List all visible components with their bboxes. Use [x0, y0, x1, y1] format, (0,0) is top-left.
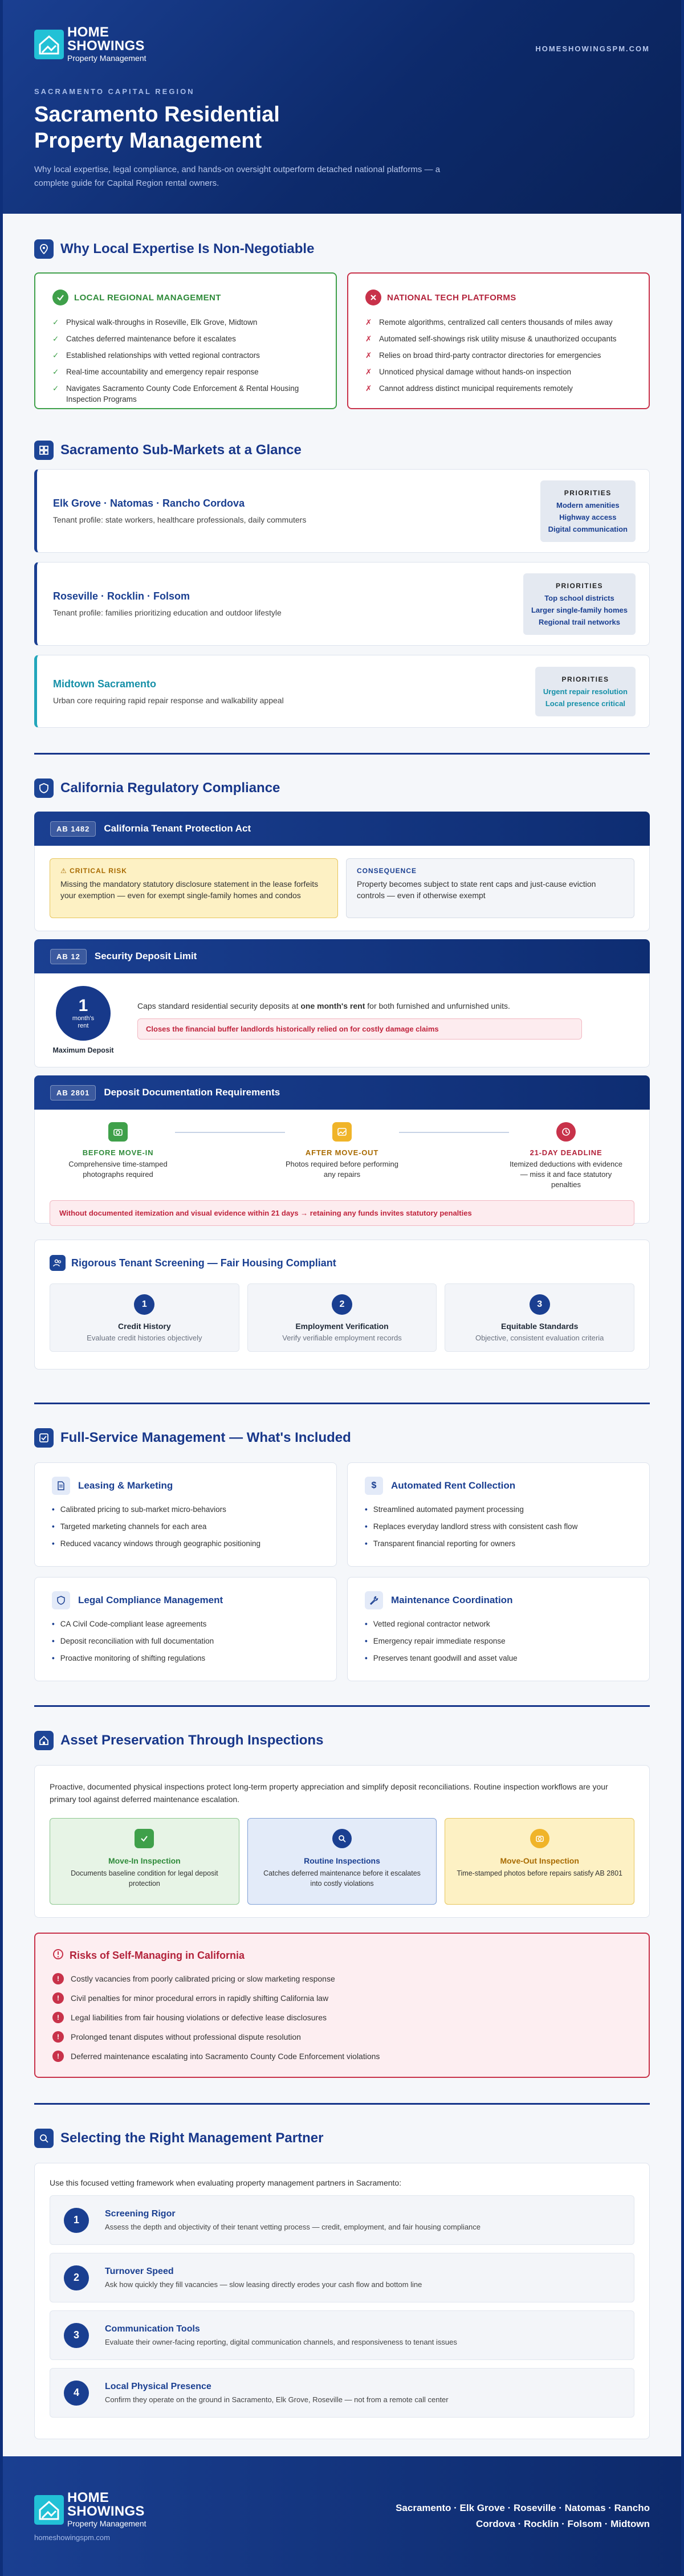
inspections-intro: Proactive, documented physical inspections protect long-term property appreciation and simplify deposit reconciliations. Routine inspection workflows are your primary tool against deferred maintenance escalation.	[50, 1782, 608, 1804]
x-circle-icon	[365, 290, 381, 305]
service-card: $ Automated Rent Collection • Streamlined automated payment processing • Replaces everyday landlord stress with consistent cash flow • Transparent financial reporting for owners	[347, 1462, 650, 1567]
list-item: • Transparent financial reporting for owners	[365, 1539, 516, 1548]
partner-intro: Use this focused vetting framework when evaluating property management partners in Sacramento:	[50, 2178, 402, 2187]
hero-subtitle: Why local expertise, legal compliance, and hands-on oversight outperform detached national platforms — a complete guide for Capital Region rental owners.	[34, 165, 441, 188]
priorities-box: PRIORITIES Urgent repair resolution Local presence critical	[535, 667, 636, 716]
alert-circle-icon	[52, 1949, 64, 1963]
timeline-connector	[399, 1132, 509, 1133]
list-item: ✗ Relies on broad third-party contractor directories for emergencies	[365, 351, 601, 360]
house-logo-icon	[34, 30, 64, 59]
sub-market-profile: Urban core requiring rapid repair response and walkability appeal	[53, 695, 284, 705]
criterion-row: 2 Turnover Speed Ask how quickly they fill vacancies — slow leasing directly erodes your cash flow and bottom line	[50, 2253, 634, 2302]
wrench-icon	[365, 1591, 383, 1609]
service-card: Maintenance Coordination • Vetted regional contractor network • Emergency repair immediate response • Preserves tenant goodwill and asset value	[347, 1577, 650, 1681]
exclamation-icon: !	[52, 2031, 64, 2043]
exclamation-icon: !	[52, 2012, 64, 2023]
footer	[3, 2456, 681, 2576]
list-item: ✓ Physical walk-throughs in Roseville, Elk Grove, Midtown	[52, 318, 258, 327]
timeline-step: BEFORE MOVE-IN Comprehensive time-stamped photographs required	[61, 1122, 175, 1180]
header-url-link[interactable]: HOMESHOWINGSPM.COM	[535, 44, 650, 53]
sub-market-card	[34, 562, 650, 646]
sub-market-name: Elk Grove · Natomas · Rancho Cordova	[53, 498, 245, 509]
law-card-ab2801	[34, 1075, 650, 1224]
risk-item: ! Costly vacancies from poorly calibrated pricing or slow marketing response	[52, 1973, 632, 1984]
consequence-box: CONSEQUENCE Property becomes subject to state rent caps and just-cause eviction controls — even if otherwise exempt	[346, 858, 634, 918]
deposit-limit-circle: 1 month's rent	[56, 986, 111, 1041]
x-icon: ✗	[365, 368, 372, 376]
screening-criterion: 1 Credit History Evaluate credit histories objectively	[50, 1283, 239, 1352]
section-local-expertise	[34, 214, 650, 409]
location-pin-icon	[34, 239, 54, 259]
camera-icon	[530, 1829, 549, 1848]
brand-tagline: Property Management	[67, 54, 146, 63]
house-logo-icon	[34, 2495, 64, 2525]
search-icon	[332, 1829, 352, 1848]
check-icon: ✓	[52, 335, 59, 343]
section-title: Asset Preservation Through Inspections	[60, 1733, 324, 1748]
screening-criterion: 2 Employment Verification Verify verifiable employment records	[247, 1283, 437, 1352]
priorities-box: PRIORITIES Top school districts Larger single-family homes Regional trail networks	[523, 573, 636, 635]
timeline-connector	[175, 1132, 285, 1133]
local-management-card	[34, 272, 337, 409]
list-item: • Replaces everyday landlord stress with consistent cash flow	[365, 1522, 578, 1531]
inspection-card: Routine Inspections Catches deferred maintenance before it escalates into costly violations	[247, 1818, 437, 1905]
grid-icon	[34, 441, 54, 460]
law-tag: AB 2801	[50, 1085, 96, 1100]
brand-name-line1: HOME	[67, 25, 109, 40]
section-title: Full-Service Management — What's Included	[60, 1430, 351, 1445]
national-platforms-card	[347, 272, 650, 409]
footer-brand-logo[interactable]: HOME SHOWINGS Property Management	[34, 2491, 146, 2529]
sub-market-name: Roseville · Rocklin · Folsom	[53, 590, 190, 602]
risk-item: ! Legal liabilities from fair housing violations or defective lease disclosures	[52, 2012, 632, 2023]
hero-header	[3, 0, 681, 214]
section-sub-markets	[34, 409, 650, 728]
document-icon	[52, 1477, 70, 1495]
page-title: Sacramento Residential Property Management	[34, 103, 280, 153]
x-icon: ✗	[365, 318, 372, 327]
local-card-heading: LOCAL REGIONAL MANAGEMENT	[74, 292, 221, 303]
check-circle-icon	[52, 290, 68, 305]
section-partner	[34, 2105, 650, 2439]
national-card-heading: NATIONAL TECH PLATFORMS	[387, 292, 516, 303]
x-icon: ✗	[365, 351, 372, 360]
list-item: • Preserves tenant goodwill and asset value	[365, 1654, 518, 1662]
list-item: ✓ Established relationships with vetted regional contractors	[52, 351, 260, 360]
section-regulatory	[34, 755, 650, 1369]
list-item: ✗ Remote algorithms, centralized call centers thousands of miles away	[365, 318, 613, 327]
checkbox-icon	[34, 1428, 54, 1448]
service-card: Leasing & Marketing • Calibrated pricing to sub-market micro-behaviors • Targeted marketing channels for each area • Reduced vacancy windows through geographic positioning	[34, 1462, 337, 1567]
list-item: ✓ Catches deferred maintenance before it escalates	[52, 335, 236, 343]
law-tag: AB 1482	[50, 821, 96, 837]
users-icon	[50, 1255, 66, 1271]
screening-criterion: 3 Equitable Standards Objective, consistent evaluation criteria	[445, 1283, 634, 1352]
sub-market-profile: Tenant profile: families prioritizing education and outdoor lifestyle	[53, 608, 282, 617]
law-title: Deposit Documentation Requirements	[104, 1087, 280, 1098]
list-item: • Deposit reconciliation with full documentation	[52, 1637, 214, 1645]
shield-icon	[52, 1591, 70, 1609]
section-title: Selecting the Right Management Partner	[60, 2130, 324, 2146]
sub-market-card	[34, 655, 650, 728]
footer-url-link[interactable]: homeshowingspm.com	[34, 2533, 110, 2542]
hero-eyebrow: SACRAMENTO CAPITAL REGION	[34, 87, 195, 96]
law-title: California Tenant Protection Act	[104, 823, 251, 834]
list-item: • Calibrated pricing to sub-market micro-behaviors	[52, 1505, 226, 1514]
x-icon: ✗	[365, 384, 372, 393]
criterion-row: 4 Local Physical Presence Confirm they operate on the ground in Sacramento, Elk Grove, Roseville — not from a remote call center	[50, 2368, 634, 2418]
priorities-box: PRIORITIES Modern amenities Highway access Digital communication	[540, 480, 636, 542]
law-card-ab1482	[34, 812, 650, 931]
inspection-card: Move-Out Inspection Time-stamped photos before repairs satisfy AB 2801	[445, 1818, 634, 1905]
section-title: Sacramento Sub-Markets at a Glance	[60, 442, 302, 458]
risk-item: ! Civil penalties for minor procedural errors in rapidly shifting California law	[52, 1992, 632, 2004]
inspections-card	[34, 1765, 650, 1918]
list-item: • Reduced vacancy windows through geographic positioning	[52, 1539, 260, 1548]
sub-market-profile: Tenant profile: state workers, healthcare professionals, daily commuters	[53, 515, 307, 524]
list-item: ✗ Unnoticed physical damage without hands-on inspection	[365, 368, 571, 376]
list-item: ✓ Real-time accountability and emergency repair response	[52, 368, 259, 376]
law-card-ab12: AB 12 Security Deposit Limit 1 month's rent Maximum Deposit Caps standard residential security deposits at one month's rent for both furnished and unfurnished units. Closes the financial buffer landlords historically relied on for costly damage claims	[34, 939, 650, 1067]
screening-card	[34, 1240, 650, 1369]
camera-icon	[108, 1122, 128, 1142]
self-managing-risks-panel: Risks of Self-Managing in California ! Costly vacancies from poorly calibrated pricing or slow marketing response ! Civil penalties for minor procedural errors in rapidly shifting California law ! Legal liabilities from fair housing violations or defective lease disclosures ! Prolonged tenant disputes without professional dispute resolution ! Deferred maintenance escalating into Sacramento County Code Enforcement violations	[34, 1933, 650, 2078]
service-card: Legal Compliance Management • CA Civil Code-compliant lease agreements • Deposit reconciliation with full documentation • Proactive monitoring of shifting regulations	[34, 1577, 337, 1681]
list-item: ✓ Navigates Sacramento County Code Enforcement & Rental Housing Inspection Programs	[52, 384, 299, 403]
screening-title: Rigorous Tenant Screening — Fair Housing Compliant	[71, 1257, 336, 1269]
criterion-row: 1 Screening Rigor Assess the depth and objectivity of their tenant vetting process — credit, employment, and fair housing compliance	[50, 2195, 634, 2245]
section-inspections	[34, 1707, 650, 2078]
check-square-icon	[135, 1829, 154, 1848]
section-full-service	[34, 1404, 650, 1681]
shield-icon	[34, 778, 54, 798]
criterion-row: 3 Communication Tools Evaluate their owner-facing reporting, digital communication channels, and responsiveness to tenant issues	[50, 2310, 634, 2360]
exclamation-icon: !	[52, 2051, 64, 2062]
list-item: ✗ Automated self-showings risk utility misuse & unauthorized occupants	[365, 335, 617, 343]
deposit-note: Closes the financial buffer landlords historically relied on for costly damage claims	[137, 1018, 582, 1040]
service-areas: Sacramento · Elk Grove · Roseville · Natomas · Rancho Cordova · Rocklin · Folsom · Midtown	[396, 2502, 650, 2529]
timeline-step: AFTER MOVE-OUT Photos required before performing any repairs	[285, 1122, 399, 1180]
law-tag: AB 12	[50, 949, 87, 964]
law-title: Security Deposit Limit	[94, 951, 197, 961]
sub-market-card	[34, 469, 650, 553]
list-item: • Streamlined automated payment processing	[365, 1505, 524, 1514]
sub-market-name: Midtown Sacramento	[53, 678, 157, 690]
section-title: Why Local Expertise Is Non-Negotiable	[60, 241, 315, 256]
list-item: • CA Civil Code-compliant lease agreements	[52, 1620, 207, 1628]
deposit-limit-label: Maximum Deposit	[52, 1046, 114, 1054]
check-icon: ✓	[52, 318, 59, 327]
critical-risk-box: ⚠ CRITICAL RISK Missing the mandatory statutory disclosure statement in the lease forfeits your exemption — even for exempt single-family homes and condos	[50, 858, 338, 918]
list-item: • Emergency repair immediate response	[365, 1637, 506, 1645]
inspection-card: Move-In Inspection Documents baseline condition for legal deposit protection	[50, 1818, 239, 1905]
exclamation-icon: !	[52, 1973, 64, 1984]
brand-name-line2: SHOWINGS	[67, 38, 145, 54]
list-item: ✗ Cannot address distinct municipal requirements remotely	[365, 384, 573, 393]
photo-icon	[332, 1122, 352, 1142]
partner-criteria-card	[34, 2163, 650, 2439]
home-icon	[34, 1731, 54, 1750]
list-item: • Proactive monitoring of shifting regulations	[52, 1654, 206, 1662]
search-icon	[34, 2129, 54, 2148]
check-icon: ✓	[52, 368, 59, 376]
timeline-step: 21-DAY DEADLINE Itemized deductions with evidence — miss it and face statutory penalties	[509, 1122, 623, 1190]
risk-item: ! Deferred maintenance escalating into Sacramento County Code Enforcement violations	[52, 2051, 632, 2062]
check-icon: ✓	[52, 384, 59, 393]
list-item: • Targeted marketing channels for each area	[52, 1522, 207, 1531]
exclamation-icon: !	[52, 1992, 64, 2004]
clock-icon	[556, 1122, 576, 1142]
check-icon: ✓	[52, 351, 59, 360]
x-icon: ✗	[365, 335, 372, 343]
dollar-icon: $	[365, 1477, 383, 1495]
list-item: • Vetted regional contractor network	[365, 1620, 490, 1628]
deadline-note: Without documented itemization and visual evidence within 21 days → retaining any funds invites statutory penalties	[50, 1200, 634, 1226]
risk-item: ! Prolonged tenant disputes without professional dispute resolution	[52, 2031, 632, 2043]
section-title: California Regulatory Compliance	[60, 780, 280, 796]
